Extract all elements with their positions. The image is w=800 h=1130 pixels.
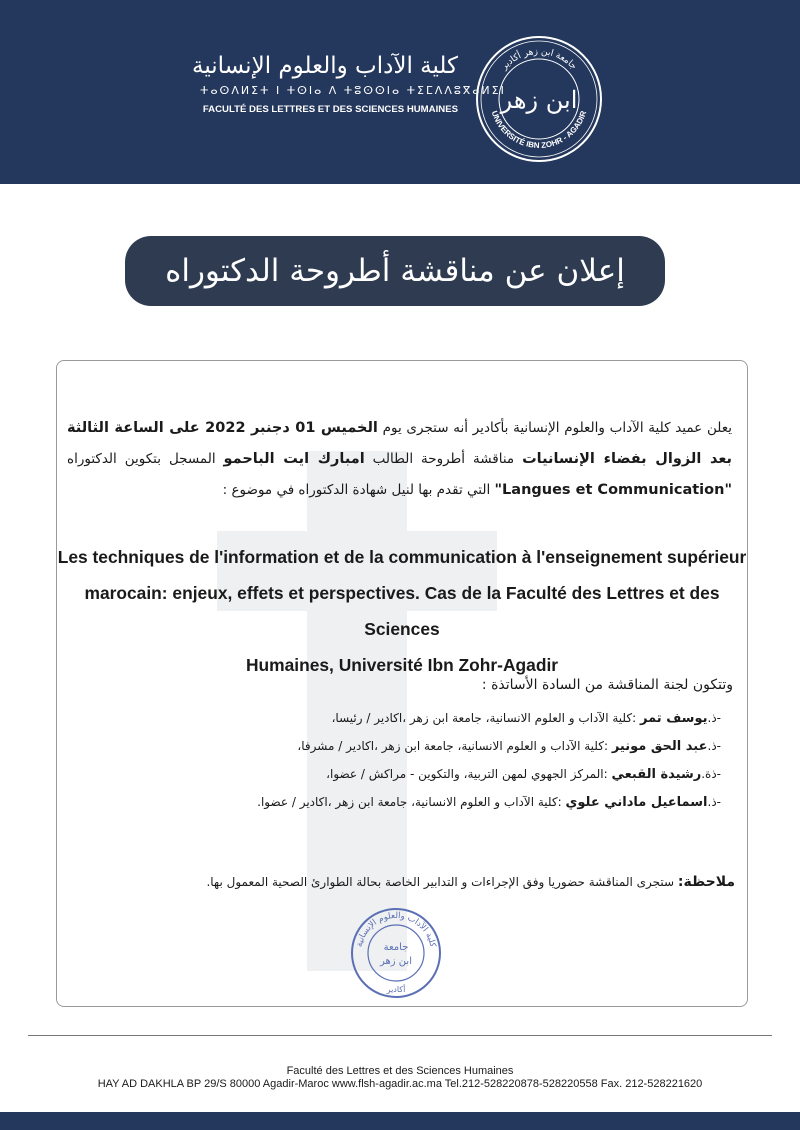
seal-ring-text-french: UNIVERSITÉ IBN ZOHR - AGADIR: [489, 109, 589, 151]
member-name: عبد الحق مونير: [611, 739, 708, 754]
faculty-name-tifinagh: ⵜⴰⵙⴷⵍⵉⵜ ⵏ ⵜⵙⵏⴰ ⴷ ⵜⵓⵙⵙⵏⴰ ⵜⵉⵎⴷⴷⵓⴳⴰⵍⵉⵏ: [200, 84, 506, 97]
thesis-title: [57, 539, 747, 683]
announcement-intro: [67, 413, 732, 506]
intro-text-1: يعلن عميد كلية الآداب والعلوم الإنسانية بأكادير أنه ستجرى يوم: [377, 420, 732, 436]
stamp-line: ابن زهر: [380, 956, 412, 967]
defense-date: الخميس 01 دجنبر 2022 على الساعة الثالثة بعد الزوال بفضاء الإنسانيات: [67, 420, 733, 467]
member-prefix: -ذ.: [707, 711, 721, 725]
thesis-title-line: Humaines, Université Ibn Zohr-Agadir: [245, 655, 559, 675]
footer-divider: [28, 1035, 772, 1036]
intro-text-3: المسجل بتكوين الدكتوراه: [67, 451, 224, 467]
announcement-title: إعلان عن مناقشة أطروحة الدكتوراه: [125, 236, 665, 306]
seal-center-text: ابن زهر: [500, 86, 578, 114]
stamp-line: أكادير: [386, 985, 406, 994]
member-name: رشيدة القبعي: [611, 767, 702, 782]
note: [206, 874, 735, 890]
member-prefix: -ذ.: [707, 795, 721, 809]
thesis-title-line: Les techniques de l'information et de la communication à l'enseignement supérieur: [57, 547, 747, 567]
stamp-line: جامعة: [383, 942, 409, 953]
faculty-name-french: FACULTÉ DES LETTRES ET DES SCIENCES HUMAINES: [202, 104, 458, 115]
note-text: ستجرى المناقشة حضوريا وفق الإجراءات و التدابير الخاصة بحالة الطوارئ الصحية المعمول بها.: [206, 875, 678, 889]
member-name: اسماعيل ماداني علوي: [565, 795, 708, 810]
committee-member: [326, 767, 721, 782]
footer-institution: Faculté des Lettres et des Sciences Humaines: [286, 1065, 514, 1077]
stamp-ring-text: كلية الآداب والعلوم الإنسانية: [354, 910, 438, 949]
official-stamp: [349, 906, 443, 1000]
svg-text:UNIVERSITÉ IBN ZOHR - AGADIR: [490, 109, 589, 150]
member-details: :كلية الآداب و العلوم الانسانية، جامعة ابن زهر ،اكادير / عضوا.: [257, 795, 566, 809]
member-prefix: -ذ.: [707, 739, 721, 753]
member-prefix: -ذة.: [701, 767, 721, 781]
committee-member: [332, 711, 721, 726]
faculty-name-arabic: كلية الآداب والعلوم الإنسانية: [191, 53, 458, 79]
committee-intro: وتتكون لجنة المناقشة من السادة الأساتذة :: [481, 677, 733, 693]
doctoral-program: "Langues et Communication": [494, 482, 732, 498]
intro-text-2: مناقشة أطروحة الطالب: [364, 451, 523, 467]
member-details: :المركز الجهوي لمهن التربية، والتكوين - مراكش / عضوا،: [326, 767, 612, 781]
committee-member: [257, 795, 721, 810]
intro-text-4: التي تقدم بها لنيل شهادة الدكتوراه في موضوع :: [222, 482, 495, 498]
footer-contact: HAY AD DAKHLA BP 29/S 80000 Agadir-Maroc www.flsh-agadir.ac.ma Tel.212-528220878-528220558 Fax. 212-528221620: [97, 1078, 703, 1090]
university-logo: [474, 34, 604, 164]
student-name: امبارك ايت الباحمو: [223, 451, 365, 467]
bottom-band: [0, 1112, 800, 1130]
header-banner: [0, 0, 800, 184]
note-label: ملاحظة:: [677, 874, 735, 890]
committee-member: [297, 739, 721, 754]
member-details: :كلية الآداب و العلوم الانسانية، جامعة ابن زهر ،اكادير / مشرفا،: [297, 739, 612, 753]
member-details: :كلية الآداب و العلوم الانسانية، جامعة ابن زهر ،اكادير / رئيسا،: [331, 711, 640, 725]
announcement-box: [56, 360, 748, 1007]
svg-text:جامعة ابن زهر أكادير: [499, 47, 579, 73]
seal-ring-text-arabic: جامعة ابن زهر أكادير: [499, 46, 579, 72]
member-name: يوسف تمر: [639, 711, 708, 726]
thesis-title-line: marocain: enjeux, effets et perspectives. Cas de la Faculté des Lettres et des Sciences: [84, 583, 720, 639]
